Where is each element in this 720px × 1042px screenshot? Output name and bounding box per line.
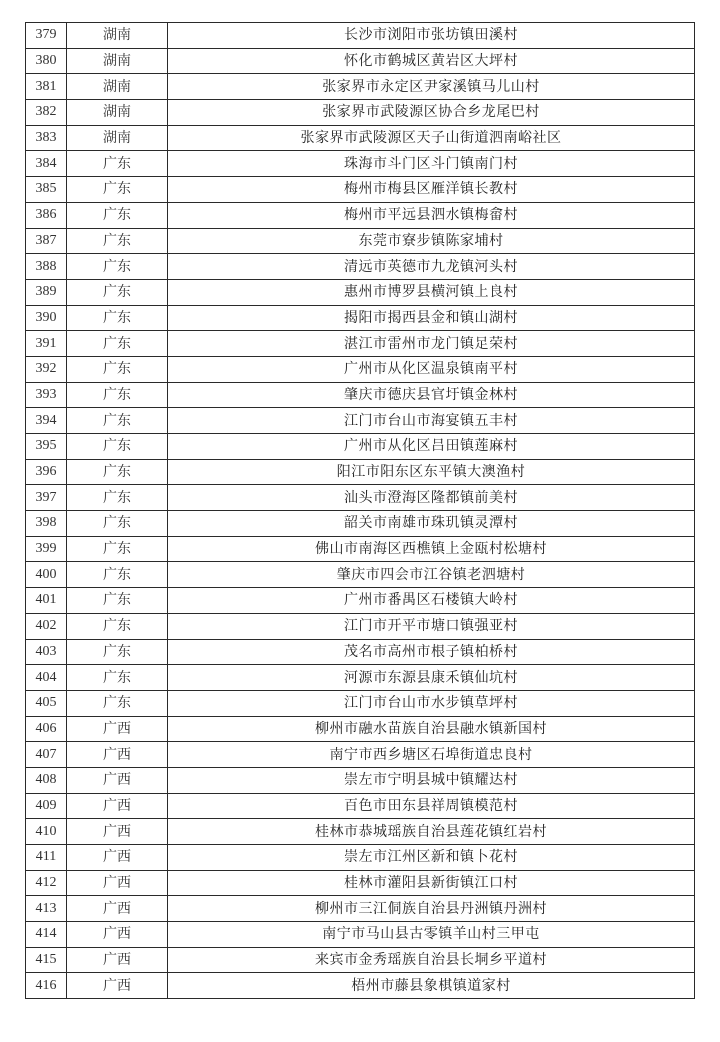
row-province: 湖南 bbox=[67, 125, 168, 151]
row-village: 来宾市金秀瑶族自治县长垌乡平道村 bbox=[168, 947, 695, 973]
row-province: 广东 bbox=[67, 665, 168, 691]
row-number: 385 bbox=[26, 177, 67, 203]
row-number: 384 bbox=[26, 151, 67, 177]
table-row bbox=[26, 408, 695, 434]
table-row bbox=[26, 254, 695, 280]
row-province: 广西 bbox=[67, 716, 168, 742]
row-village: 崇左市江州区新和镇卜花村 bbox=[168, 845, 695, 871]
table-row bbox=[26, 125, 695, 151]
row-village: 张家界市永定区尹家溪镇马儿山村 bbox=[168, 74, 695, 100]
row-number: 388 bbox=[26, 254, 67, 280]
row-number: 416 bbox=[26, 973, 67, 999]
row-province: 湖南 bbox=[67, 74, 168, 100]
row-number: 387 bbox=[26, 228, 67, 254]
row-village: 梧州市藤县象棋镇道家村 bbox=[168, 973, 695, 999]
row-province: 广西 bbox=[67, 947, 168, 973]
row-province: 广西 bbox=[67, 845, 168, 871]
row-village: 珠海市斗门区斗门镇南门村 bbox=[168, 151, 695, 177]
table-row bbox=[26, 536, 695, 562]
row-number: 391 bbox=[26, 331, 67, 357]
row-number: 411 bbox=[26, 845, 67, 871]
row-province: 广西 bbox=[67, 973, 168, 999]
table-row bbox=[26, 511, 695, 537]
row-number: 379 bbox=[26, 23, 67, 49]
table-row bbox=[26, 177, 695, 203]
row-village: 怀化市鹤城区黄岩区大坪村 bbox=[168, 48, 695, 74]
row-village: 梅州市梅县区雁洋镇长教村 bbox=[168, 177, 695, 203]
table-row bbox=[26, 947, 695, 973]
row-village: 茂名市高州市根子镇柏桥村 bbox=[168, 639, 695, 665]
row-province: 广西 bbox=[67, 767, 168, 793]
row-province: 广西 bbox=[67, 819, 168, 845]
table-row bbox=[26, 100, 695, 126]
row-village: 肇庆市德庆县官圩镇金林村 bbox=[168, 382, 695, 408]
table-row bbox=[26, 845, 695, 871]
row-number: 415 bbox=[26, 947, 67, 973]
row-village: 肇庆市四会市江谷镇老泗塘村 bbox=[168, 562, 695, 588]
row-village: 南宁市马山县古零镇羊山村三甲屯 bbox=[168, 922, 695, 948]
row-province: 湖南 bbox=[67, 100, 168, 126]
table-row bbox=[26, 767, 695, 793]
table-row bbox=[26, 74, 695, 100]
row-number: 394 bbox=[26, 408, 67, 434]
row-number: 398 bbox=[26, 511, 67, 537]
row-village: 桂林市恭城瑶族自治县莲花镇红岩村 bbox=[168, 819, 695, 845]
table-row bbox=[26, 613, 695, 639]
row-village: 汕头市澄海区隆都镇前美村 bbox=[168, 485, 695, 511]
row-number: 403 bbox=[26, 639, 67, 665]
table-row bbox=[26, 382, 695, 408]
table-row bbox=[26, 896, 695, 922]
table-row bbox=[26, 434, 695, 460]
row-province: 广东 bbox=[67, 279, 168, 305]
row-province: 广西 bbox=[67, 870, 168, 896]
row-province: 广东 bbox=[67, 356, 168, 382]
row-number: 381 bbox=[26, 74, 67, 100]
table-row bbox=[26, 23, 695, 49]
table-row bbox=[26, 588, 695, 614]
table-row bbox=[26, 48, 695, 74]
row-village: 河源市东源县康禾镇仙坑村 bbox=[168, 665, 695, 691]
row-province: 广东 bbox=[67, 690, 168, 716]
row-province: 广东 bbox=[67, 382, 168, 408]
row-number: 393 bbox=[26, 382, 67, 408]
row-number: 380 bbox=[26, 48, 67, 74]
table-row bbox=[26, 202, 695, 228]
row-number: 392 bbox=[26, 356, 67, 382]
row-number: 397 bbox=[26, 485, 67, 511]
row-village: 张家界市武陵源区协合乡龙尾巴村 bbox=[168, 100, 695, 126]
row-province: 广东 bbox=[67, 177, 168, 203]
table-row bbox=[26, 922, 695, 948]
row-number: 408 bbox=[26, 767, 67, 793]
table-row bbox=[26, 279, 695, 305]
row-province: 广西 bbox=[67, 922, 168, 948]
table-row bbox=[26, 305, 695, 331]
row-province: 广东 bbox=[67, 254, 168, 280]
row-province: 广东 bbox=[67, 434, 168, 460]
row-province: 广东 bbox=[67, 639, 168, 665]
row-number: 405 bbox=[26, 690, 67, 716]
row-village: 清远市英德市九龙镇河头村 bbox=[168, 254, 695, 280]
table-row bbox=[26, 716, 695, 742]
row-number: 386 bbox=[26, 202, 67, 228]
row-village: 揭阳市揭西县金和镇山湖村 bbox=[168, 305, 695, 331]
row-province: 广东 bbox=[67, 151, 168, 177]
row-province: 广东 bbox=[67, 613, 168, 639]
table-row bbox=[26, 459, 695, 485]
row-village: 东莞市寮步镇陈家埔村 bbox=[168, 228, 695, 254]
row-number: 414 bbox=[26, 922, 67, 948]
row-village: 柳州市三江侗族自治县丹洲镇丹洲村 bbox=[168, 896, 695, 922]
table-row bbox=[26, 870, 695, 896]
row-village: 江门市台山市海宴镇五丰村 bbox=[168, 408, 695, 434]
row-village: 梅州市平远县泗水镇梅畲村 bbox=[168, 202, 695, 228]
row-number: 402 bbox=[26, 613, 67, 639]
row-number: 400 bbox=[26, 562, 67, 588]
row-number: 383 bbox=[26, 125, 67, 151]
row-province: 广东 bbox=[67, 202, 168, 228]
table-row bbox=[26, 562, 695, 588]
row-village: 江门市台山市水步镇草坪村 bbox=[168, 690, 695, 716]
row-number: 395 bbox=[26, 434, 67, 460]
row-village: 韶关市南雄市珠玑镇灵潭村 bbox=[168, 511, 695, 537]
row-village: 湛江市雷州市龙门镇足荣村 bbox=[168, 331, 695, 357]
row-number: 404 bbox=[26, 665, 67, 691]
row-village: 惠州市博罗县横河镇上良村 bbox=[168, 279, 695, 305]
row-village: 柳州市融水苗族自治县融水镇新国村 bbox=[168, 716, 695, 742]
row-village: 广州市番禺区石楼镇大岭村 bbox=[168, 588, 695, 614]
table-row bbox=[26, 331, 695, 357]
row-village: 广州市从化区温泉镇南平村 bbox=[168, 356, 695, 382]
table-row bbox=[26, 228, 695, 254]
row-province: 广东 bbox=[67, 511, 168, 537]
row-number: 382 bbox=[26, 100, 67, 126]
row-number: 410 bbox=[26, 819, 67, 845]
row-village: 阳江市阳东区东平镇大澳渔村 bbox=[168, 459, 695, 485]
table-row bbox=[26, 819, 695, 845]
row-village: 南宁市西乡塘区石埠街道忠良村 bbox=[168, 742, 695, 768]
row-number: 389 bbox=[26, 279, 67, 305]
row-number: 412 bbox=[26, 870, 67, 896]
row-province: 广西 bbox=[67, 742, 168, 768]
row-number: 413 bbox=[26, 896, 67, 922]
row-province: 湖南 bbox=[67, 48, 168, 74]
row-province: 广东 bbox=[67, 588, 168, 614]
row-province: 湖南 bbox=[67, 23, 168, 49]
row-village: 百色市田东县祥周镇模范村 bbox=[168, 793, 695, 819]
table-row bbox=[26, 485, 695, 511]
table-row bbox=[26, 973, 695, 999]
row-province: 广东 bbox=[67, 562, 168, 588]
row-number: 407 bbox=[26, 742, 67, 768]
row-province: 广东 bbox=[67, 459, 168, 485]
row-province: 广东 bbox=[67, 485, 168, 511]
table-row bbox=[26, 151, 695, 177]
row-province: 广东 bbox=[67, 305, 168, 331]
table-row bbox=[26, 742, 695, 768]
row-village: 桂林市灌阳县新街镇江口村 bbox=[168, 870, 695, 896]
row-province: 广东 bbox=[67, 536, 168, 562]
row-village: 崇左市宁明县城中镇耀达村 bbox=[168, 767, 695, 793]
row-province: 广东 bbox=[67, 228, 168, 254]
row-number: 406 bbox=[26, 716, 67, 742]
table-row bbox=[26, 639, 695, 665]
row-village: 江门市开平市塘口镇强亚村 bbox=[168, 613, 695, 639]
table-row bbox=[26, 665, 695, 691]
row-village: 张家界市武陵源区天子山街道泗南峪社区 bbox=[168, 125, 695, 151]
table-body bbox=[26, 23, 695, 999]
table-row bbox=[26, 690, 695, 716]
row-village: 佛山市南海区西樵镇上金瓯村松塘村 bbox=[168, 536, 695, 562]
table-row bbox=[26, 793, 695, 819]
row-number: 409 bbox=[26, 793, 67, 819]
row-province: 广东 bbox=[67, 331, 168, 357]
row-number: 396 bbox=[26, 459, 67, 485]
row-number: 401 bbox=[26, 588, 67, 614]
row-province: 广东 bbox=[67, 408, 168, 434]
row-village: 广州市从化区吕田镇莲麻村 bbox=[168, 434, 695, 460]
row-number: 399 bbox=[26, 536, 67, 562]
row-province: 广西 bbox=[67, 896, 168, 922]
row-number: 390 bbox=[26, 305, 67, 331]
row-province: 广西 bbox=[67, 793, 168, 819]
village-list-table bbox=[25, 22, 695, 999]
row-village: 长沙市浏阳市张坊镇田溪村 bbox=[168, 23, 695, 49]
table-row bbox=[26, 356, 695, 382]
